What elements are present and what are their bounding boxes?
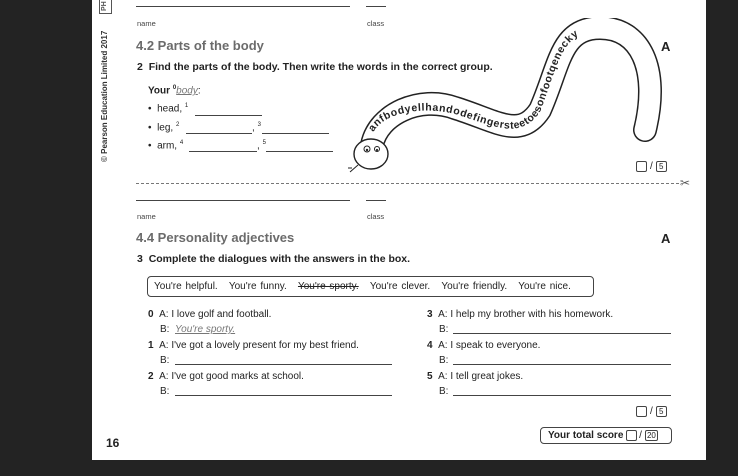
snake-letters: anfbodyellhandodefingersteetoesonfootqenecky [365,27,581,134]
score-max-2: 5 [656,406,667,417]
class-line-mid[interactable] [366,200,386,201]
score-slash: / [650,406,653,417]
dialogue-num: 3 [427,309,433,320]
list-sep-leg [252,122,261,133]
box-answer: You're friendly. [441,281,508,292]
section-score-1 [636,161,667,172]
your-colon: : [197,85,201,97]
dialogue-line: A: I love golf and football. [159,309,272,320]
item-sep: , [252,122,258,134]
dialogue-num: 1 [148,340,154,351]
box-answer: You're helpful. [154,281,218,292]
dialogue-0-b [160,324,235,335]
your-label: Your [148,85,173,97]
dialogue-b-label: B: [439,386,449,397]
dialogue-5-a [427,371,523,382]
total-score-checkbox[interactable] [626,430,637,441]
side-tab: PH [99,0,112,14]
dialogue-3-b [439,324,448,335]
item-sep: , [257,140,263,152]
snake-head [354,139,388,169]
dialogue-line: A: I've got a lovely present for my best friend. [159,340,359,351]
dialogue-num: 5 [427,371,433,382]
dialogue-line: A: I speak to everyone. [438,340,541,351]
list-item-arm [148,140,183,151]
dialogue-1-b [160,355,169,366]
score-checkbox-2[interactable] [636,406,647,417]
item-word: leg, [157,122,176,134]
cut-line [136,183,679,184]
answer-line-5[interactable] [266,151,333,152]
answer-line-d4[interactable] [453,364,671,365]
score-max-1: 5 [656,161,667,172]
class-line-top[interactable] [366,6,386,7]
your-sup: 0 [172,85,177,91]
answer-line-d5[interactable] [453,395,671,396]
bullet: • [148,103,152,115]
total-score-box [540,427,672,444]
item-num: 1 [184,103,189,109]
box-answer: You're nice. [518,281,571,292]
name-line-top[interactable] [136,6,350,7]
name-line-mid[interactable] [136,200,350,201]
dialogue-num: 2 [148,371,154,382]
section-title-parts-of-body: 4.2 Parts of the body [136,38,264,53]
snake-tongue-icon [348,165,358,172]
dialogue-line: A: I tell great jokes. [438,371,524,382]
dialogue-b-label: B: [160,386,170,397]
section-score-2 [636,406,667,417]
copyright-notice: © Pearson Education Limited 2017 [100,30,109,162]
bullet: • [148,140,152,152]
answer-line-2[interactable] [186,133,252,134]
dialogue-4-a [427,340,540,351]
snake-word-puzzle [340,18,670,183]
class-label-top: class [367,19,385,28]
item-word: head, [157,103,185,115]
instruction-3 [137,253,410,265]
answer-line-1[interactable] [195,115,262,116]
dialogue-b-label: B: [160,324,170,335]
item-num: 3 [257,122,261,128]
answer-line-d1[interactable] [175,364,392,365]
box-answer: You're funny. [228,281,287,292]
instruction-number: 2 [137,61,143,73]
box-answer: You're clever. [369,281,431,292]
box-answer-used: You're sporty. [297,281,359,292]
answer-line-3[interactable] [262,133,329,134]
item-num: 4 [179,140,184,146]
score-slash: / [650,161,653,172]
answer-line-4[interactable] [189,151,257,152]
item-word: arm, [157,140,180,152]
grade-label-1: A [661,39,671,54]
instruction-number: 3 [137,253,143,265]
dialogue-0-a [148,309,271,320]
your-example: body [176,85,198,97]
your-label-row [148,85,201,96]
name-label-mid: name [137,212,156,221]
total-score-max: 20 [646,431,656,440]
dialogue-1-a [148,340,359,351]
dialogue-line: A: I help my brother with his homework. [438,309,614,320]
list-item-head [148,103,188,114]
answer-line-d3[interactable] [453,333,671,334]
example-answer: You're sporty. [175,324,236,335]
section-title-personality-adjectives: 4.4 Personality adjectives [136,230,295,245]
dialogue-line: A: I've got good marks at school. [159,371,304,382]
dialogue-b-label: B: [439,324,449,335]
grade-label-2: A [661,231,671,246]
answer-line-d2[interactable] [175,395,392,396]
class-label-mid: class [367,212,385,221]
item-num: 2 [175,122,180,128]
dialogue-2-a [148,371,304,382]
page-number: 16 [106,436,120,450]
dialogue-num: 0 [148,309,154,320]
dialogue-num: 4 [427,340,433,351]
answer-box [147,276,594,297]
bullet: • [148,122,152,134]
name-label-top: name [137,19,156,28]
score-checkbox-1[interactable] [636,161,647,172]
instruction-text: Find the parts of the body. Then write the words in the correct group. [148,61,493,73]
list-item-leg [148,122,179,133]
dialogue-2-b [160,386,169,397]
list-sep-arm [257,140,266,151]
dialogue-5-b [439,386,448,397]
dialogue-b-label: B: [160,355,170,366]
total-score-label: Your total score [548,430,624,441]
dialogue-b-label: B: [439,355,449,366]
dialogue-4-b [439,355,448,366]
item-num: 5 [262,140,266,146]
instruction-text: Complete the dialogues with the answers in the box. [148,253,411,265]
scissors-icon: ✂ [680,176,691,190]
score-slash: / [639,430,642,441]
dialogue-3-a [427,309,613,320]
